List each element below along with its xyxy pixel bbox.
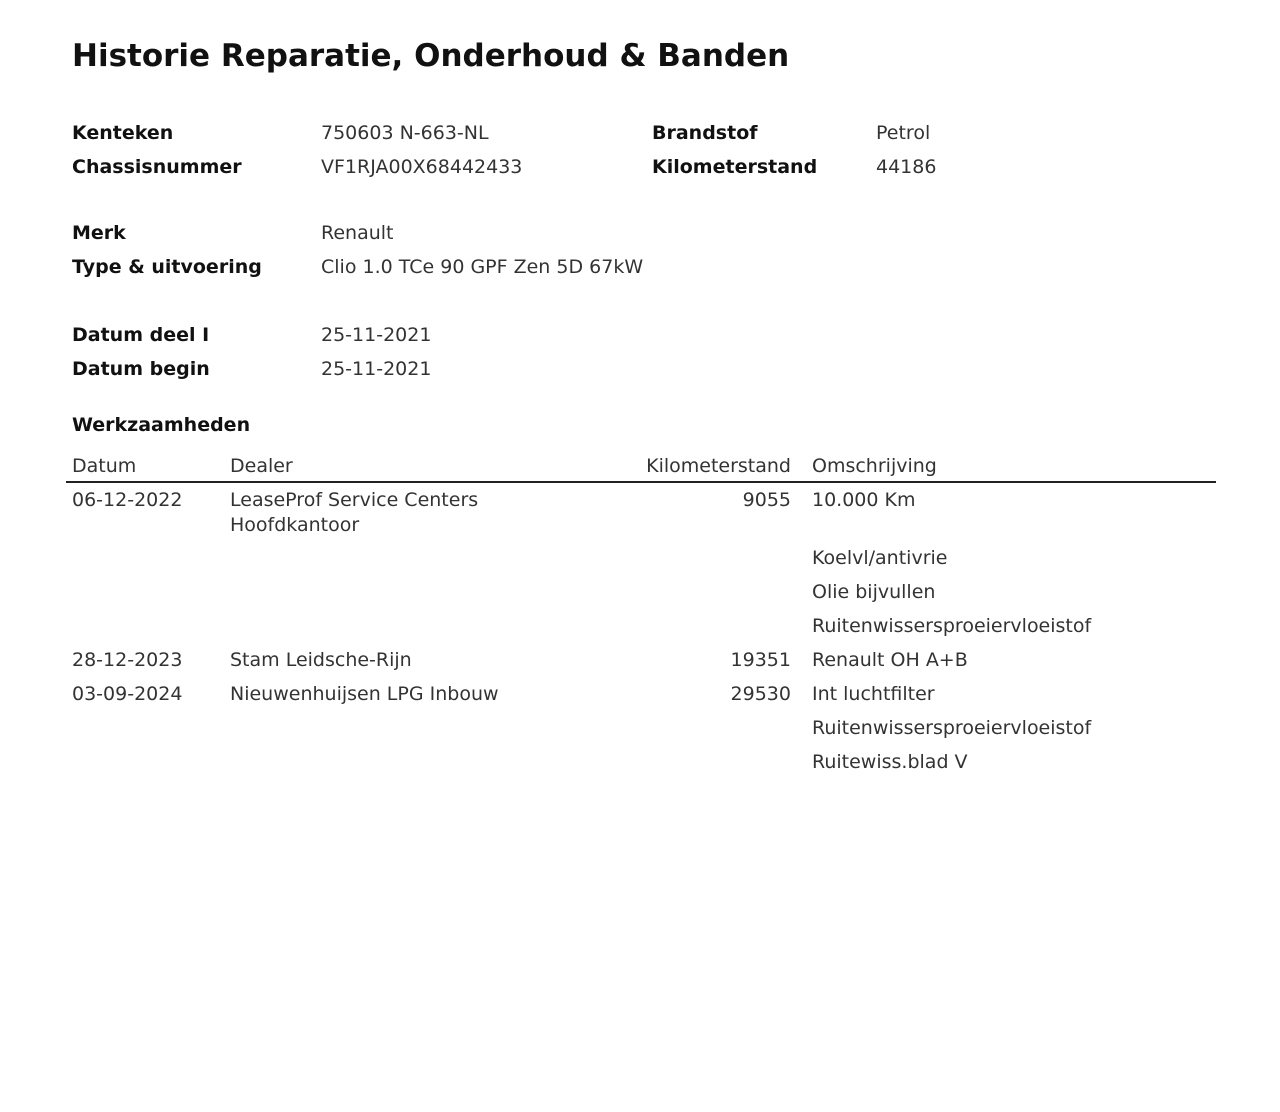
datum-deel-label: Datum deel I — [72, 324, 210, 346]
table-header-divider — [66, 481, 1216, 483]
werkzaamheden-heading: Werkzaamheden — [72, 414, 251, 436]
chassisnummer-label: Chassisnummer — [72, 156, 242, 178]
kilometerstand-value: 44186 — [876, 156, 937, 178]
row-1-km: 9055 — [742, 489, 791, 511]
row-2-date: 28-12-2023 — [72, 649, 183, 671]
brandstof-value: Petrol — [876, 122, 931, 144]
row-1-item-4: Ruitenwissersproeiervloeistof — [812, 615, 1092, 637]
chassisnummer-value: VF1RJA00X68442433 — [321, 156, 523, 178]
column-header-omschrijving: Omschrijving — [812, 455, 937, 477]
row-3-dealer: Nieuwenhuijsen LPG Inbouw — [230, 683, 499, 705]
column-header-kilometerstand: Kilometerstand — [646, 455, 791, 477]
datum-deel-value: 25-11-2021 — [321, 324, 432, 346]
type-uitvoering-value: Clio 1.0 TCe 90 GPF Zen 5D 67kW — [321, 256, 644, 278]
row-3-item-1: Int luchtfilter — [812, 683, 935, 705]
row-3-date: 03-09-2024 — [72, 683, 183, 705]
merk-value: Renault — [321, 222, 394, 244]
type-uitvoering-label: Type & uitvoering — [72, 256, 262, 278]
row-1-date: 06-12-2022 — [72, 489, 183, 511]
datum-begin-value: 25-11-2021 — [321, 358, 432, 380]
row-1-item-1: 10.000 Km — [812, 489, 916, 511]
row-2-dealer: Stam Leidsche-Rijn — [230, 649, 412, 671]
kenteken-label: Kenteken — [72, 122, 174, 144]
row-1-dealer: LeaseProf Service Centers — [230, 489, 479, 511]
row-2-km: 19351 — [730, 649, 791, 671]
row-1-dealer-line2: Hoofdkantoor — [230, 514, 360, 536]
brandstof-label: Brandstof — [652, 122, 758, 144]
row-3-item-2: Ruitenwissersproeiervloeistof — [812, 717, 1092, 739]
kilometerstand-label: Kilometerstand — [652, 156, 818, 178]
page-title: Historie Reparatie, Onderhoud & Banden — [72, 38, 790, 74]
row-1-item-3: Olie bijvullen — [812, 581, 936, 603]
row-3-item-3: Ruitewiss.blad V — [812, 751, 968, 773]
row-1-item-2: Koelvl/antivrie — [812, 547, 948, 569]
kenteken-value: 750603 N-663-NL — [321, 122, 489, 144]
row-2-item-1: Renault OH A+B — [812, 649, 968, 671]
merk-label: Merk — [72, 222, 126, 244]
datum-begin-label: Datum begin — [72, 358, 210, 380]
column-header-datum: Datum — [72, 455, 137, 477]
row-3-km: 29530 — [730, 683, 791, 705]
column-header-dealer: Dealer — [230, 455, 293, 477]
